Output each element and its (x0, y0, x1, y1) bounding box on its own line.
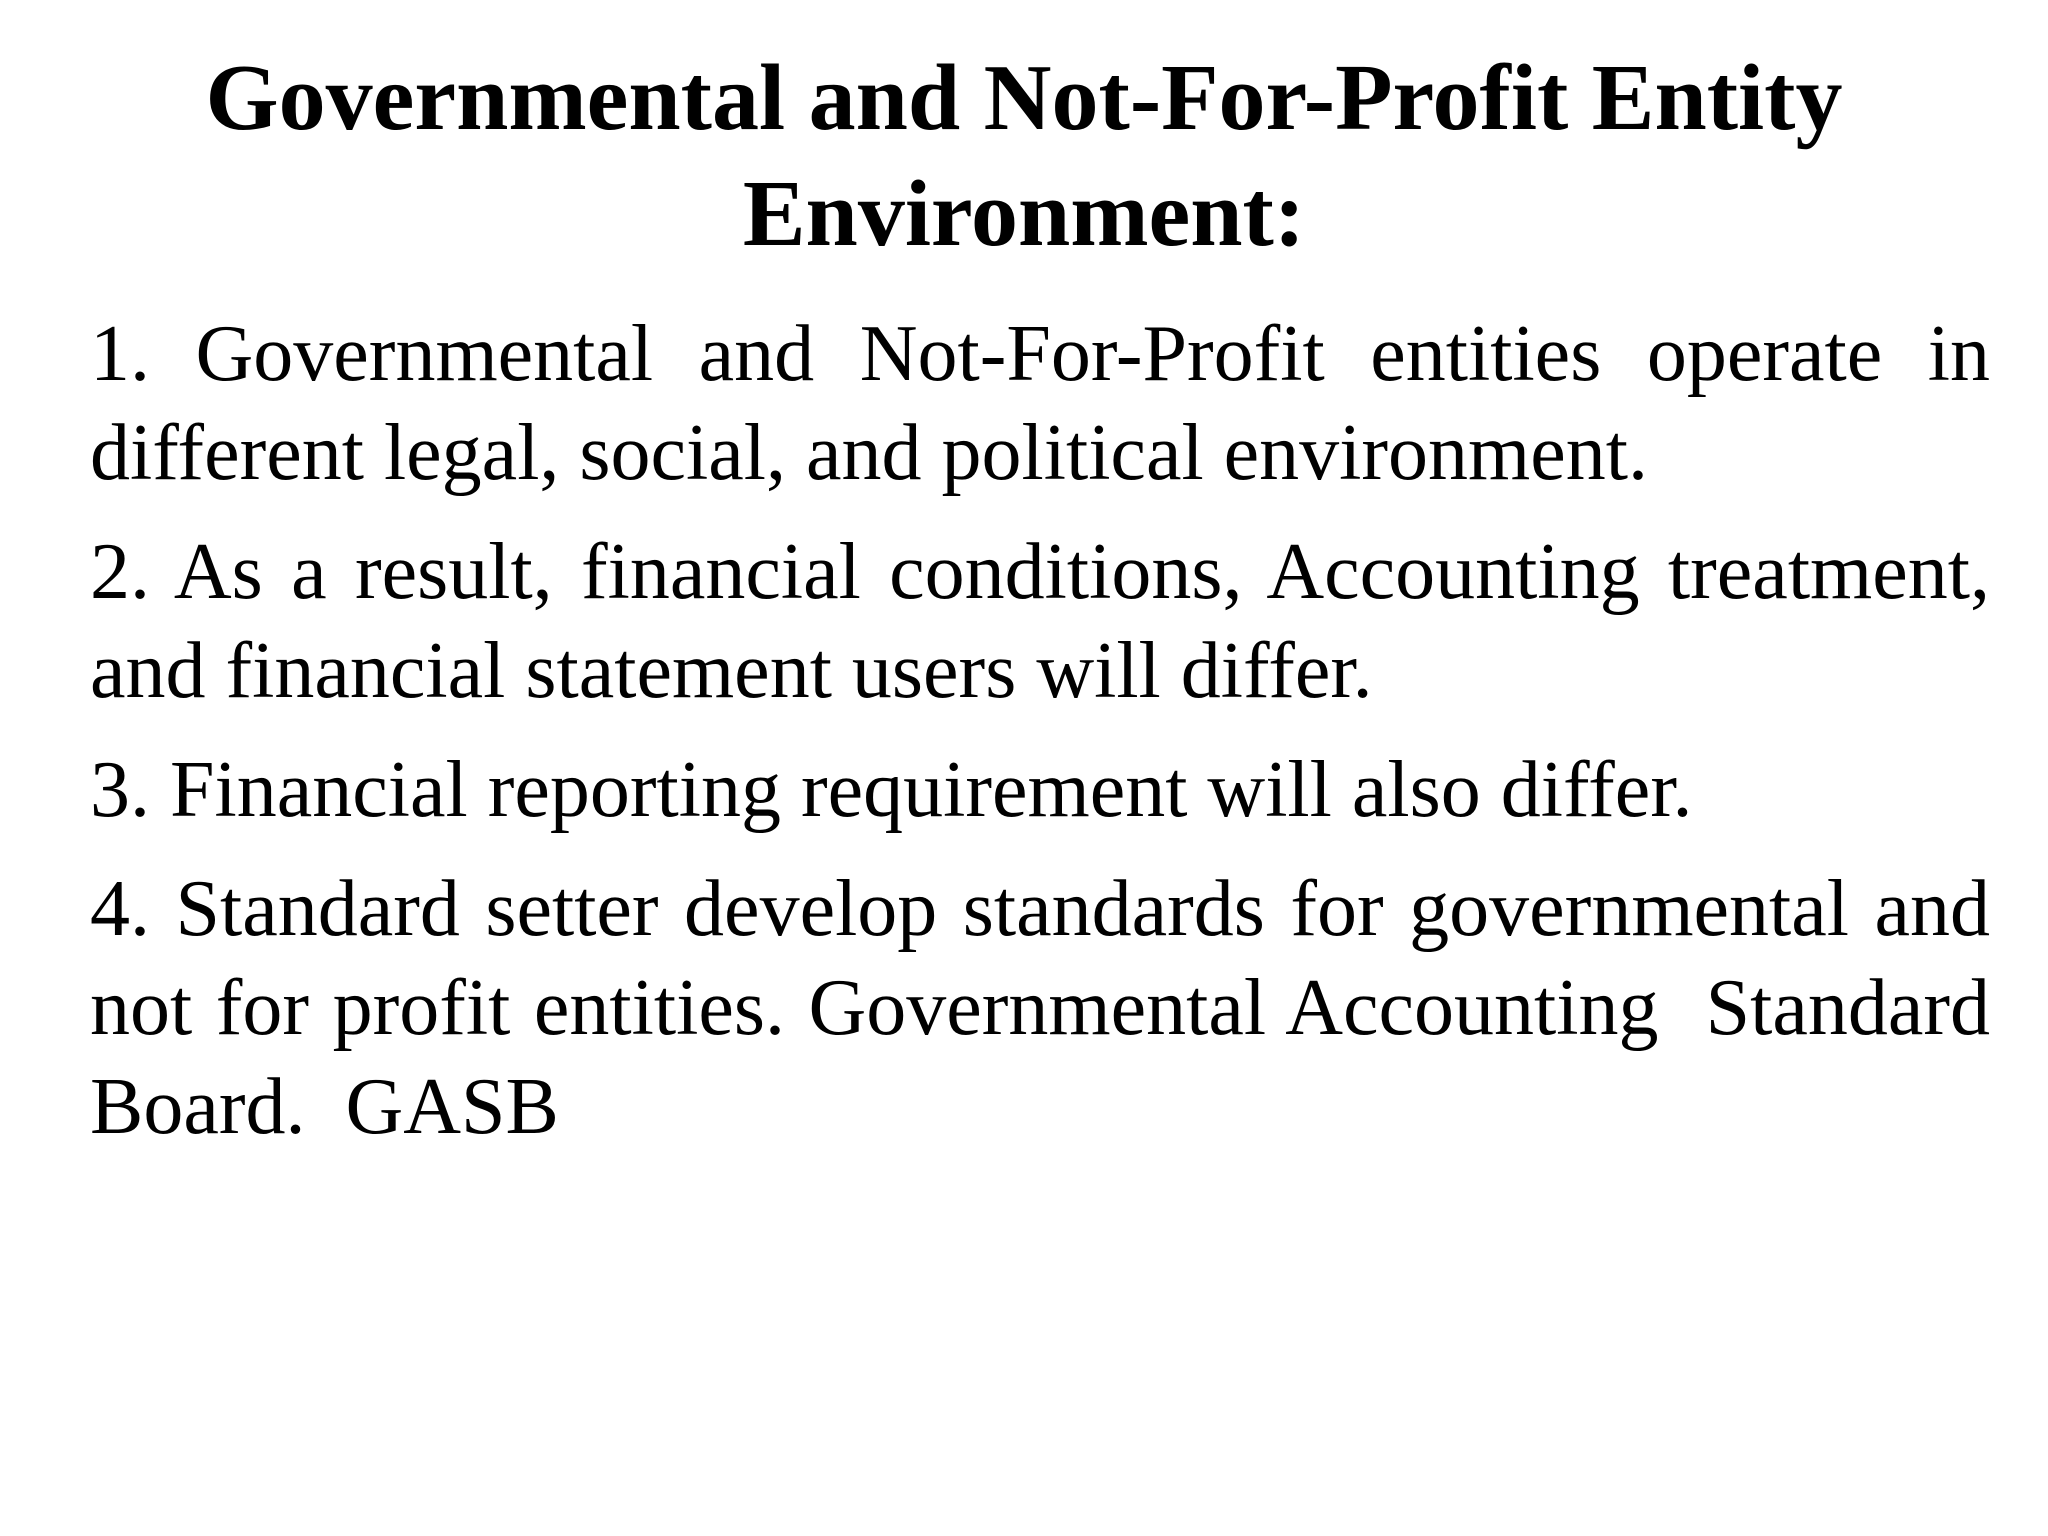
bullet-point-3: 3. Financial reporting requirement will also differ. (90, 746, 1693, 834)
slide-body (90, 305, 2010, 1177)
slide-title: Governmental and Not-For-Profit Entity Environment: (205, 46, 1843, 266)
bullet-point-2: 2. As a result, financial conditions, Accounting treatment, and financial statement users will differ. (90, 528, 2010, 715)
bullet-point-1: 1. Governmental and Not-For-Profit entities operate in different legal, social, and political environment. (90, 310, 2010, 497)
bullet-point-4: 4. Standard setter develop standards for governmental and not for profit entities. Governmental Accounting Standard Board. GASB (90, 865, 2010, 1151)
